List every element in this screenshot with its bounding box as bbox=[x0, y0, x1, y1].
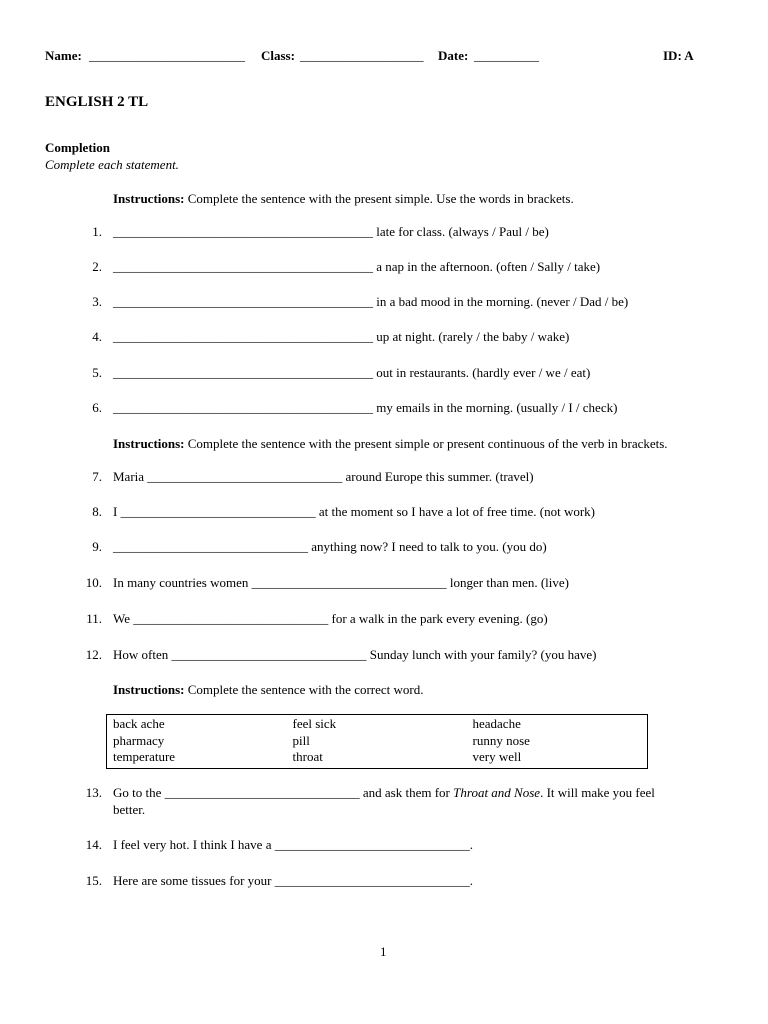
question-text-italic: Throat and Nose bbox=[453, 785, 541, 800]
question-number: 11. bbox=[86, 611, 102, 626]
question-text[interactable]: ________________________________________ in a bad mood in the morning. (never / Dad / be) bbox=[113, 294, 629, 309]
instructions-text: Complete the sentence with the present simple. Use the words in brackets. bbox=[184, 191, 574, 206]
question-text[interactable]: I ______________________________ at the moment so I have a lot of free time. (not work) bbox=[113, 504, 595, 519]
word-box bbox=[106, 714, 648, 769]
instructions-1 bbox=[113, 191, 574, 207]
date-blank[interactable]: __________ bbox=[474, 48, 539, 63]
word-box-cell: runny nose bbox=[472, 732, 530, 748]
question-text[interactable]: Maria ______________________________ around Europe this summer. (travel) bbox=[113, 469, 534, 484]
question-text[interactable]: I feel very hot. I think I have a ______________________________. bbox=[113, 837, 473, 852]
word-box-cell: temperature bbox=[113, 749, 176, 764]
question-number: 13. bbox=[85, 785, 102, 800]
date-label: Date: bbox=[438, 48, 469, 63]
word-box-cell: throat bbox=[292, 749, 323, 764]
question-number: 9. bbox=[92, 539, 102, 554]
word-box-row bbox=[107, 749, 648, 768]
question-text[interactable]: ________________________________________ a nap in the afternoon. (often / Sally / take) bbox=[113, 259, 601, 274]
question-number: 2. bbox=[92, 259, 102, 274]
word-box-cell: feel sick bbox=[292, 716, 337, 731]
page-title: ENGLISH 2 TL bbox=[45, 94, 149, 110]
question-text[interactable]: In many countries women ______________________________ longer than men. (live) bbox=[113, 575, 570, 590]
section-heading: Completion bbox=[45, 140, 110, 155]
instructions-3 bbox=[113, 682, 424, 698]
word-box-cell: pharmacy bbox=[113, 732, 165, 748]
question-number: 3. bbox=[92, 294, 102, 309]
instructions-text: Complete the sentence with the correct word. bbox=[184, 682, 424, 697]
word-box-cell: back ache bbox=[113, 716, 165, 731]
question-number: 1. bbox=[92, 224, 102, 239]
question-number: 6. bbox=[92, 400, 102, 415]
question-text[interactable]: ________________________________________ out in restaurants. (hardly ever / we / eat) bbox=[113, 365, 591, 380]
question-text[interactable]: ______________________________ anything now? I need to talk to you. (you do) bbox=[113, 539, 547, 554]
instructions-label: Instructions: bbox=[113, 436, 185, 451]
question-number: 7. bbox=[92, 469, 102, 484]
question-text[interactable]: ________________________________________ up at night. (rarely / the baby / wake) bbox=[113, 329, 570, 344]
word-box-row bbox=[107, 715, 648, 733]
question-number: 12. bbox=[85, 647, 102, 662]
question-number: 14. bbox=[85, 837, 102, 852]
question-number: 8. bbox=[92, 504, 102, 519]
id-label: ID: A bbox=[663, 48, 694, 63]
question-text-part: . It will make you feel bbox=[540, 785, 655, 800]
word-box-cell: very well bbox=[472, 749, 522, 764]
question-text[interactable]: Here are some tissues for your ______________________________. bbox=[113, 873, 473, 888]
question-text[interactable]: ________________________________________ late for class. (always / Paul / be) bbox=[113, 224, 549, 239]
word-box-row bbox=[107, 733, 648, 750]
question-text-continued: better. bbox=[113, 802, 146, 817]
name-label: Name: bbox=[45, 48, 82, 63]
instructions-text: Complete the sentence with the present simple or present continuous of the verb in brackets. bbox=[184, 436, 668, 451]
question-text[interactable]: We ______________________________ for a walk in the park every evening. (go) bbox=[113, 611, 548, 626]
question-number: 10. bbox=[85, 575, 102, 590]
question-number: 15. bbox=[85, 873, 102, 888]
instructions-2 bbox=[113, 436, 668, 452]
question-number: 4. bbox=[92, 329, 102, 344]
question-text[interactable]: ________________________________________ my emails in the morning. (usually / I / check) bbox=[113, 400, 618, 415]
name-blank[interactable]: ________________________ bbox=[89, 48, 245, 63]
section-subheading: Complete each statement. bbox=[45, 157, 179, 172]
instructions-label: Instructions: bbox=[113, 191, 185, 206]
question-text[interactable]: How often ______________________________ Sunday lunch with your family? (you have) bbox=[113, 647, 597, 662]
question-text[interactable] bbox=[113, 785, 655, 801]
class-blank[interactable]: ___________________ bbox=[300, 48, 424, 63]
question-text-part: Go to the ______________________________ and ask them for bbox=[113, 785, 454, 800]
question-number: 5. bbox=[92, 365, 102, 380]
instructions-label: Instructions: bbox=[113, 682, 185, 697]
page-number: 1 bbox=[380, 944, 387, 959]
word-box-cell: pill bbox=[292, 732, 310, 748]
class-label: Class: bbox=[261, 48, 295, 63]
word-box-cell: headache bbox=[472, 716, 521, 731]
